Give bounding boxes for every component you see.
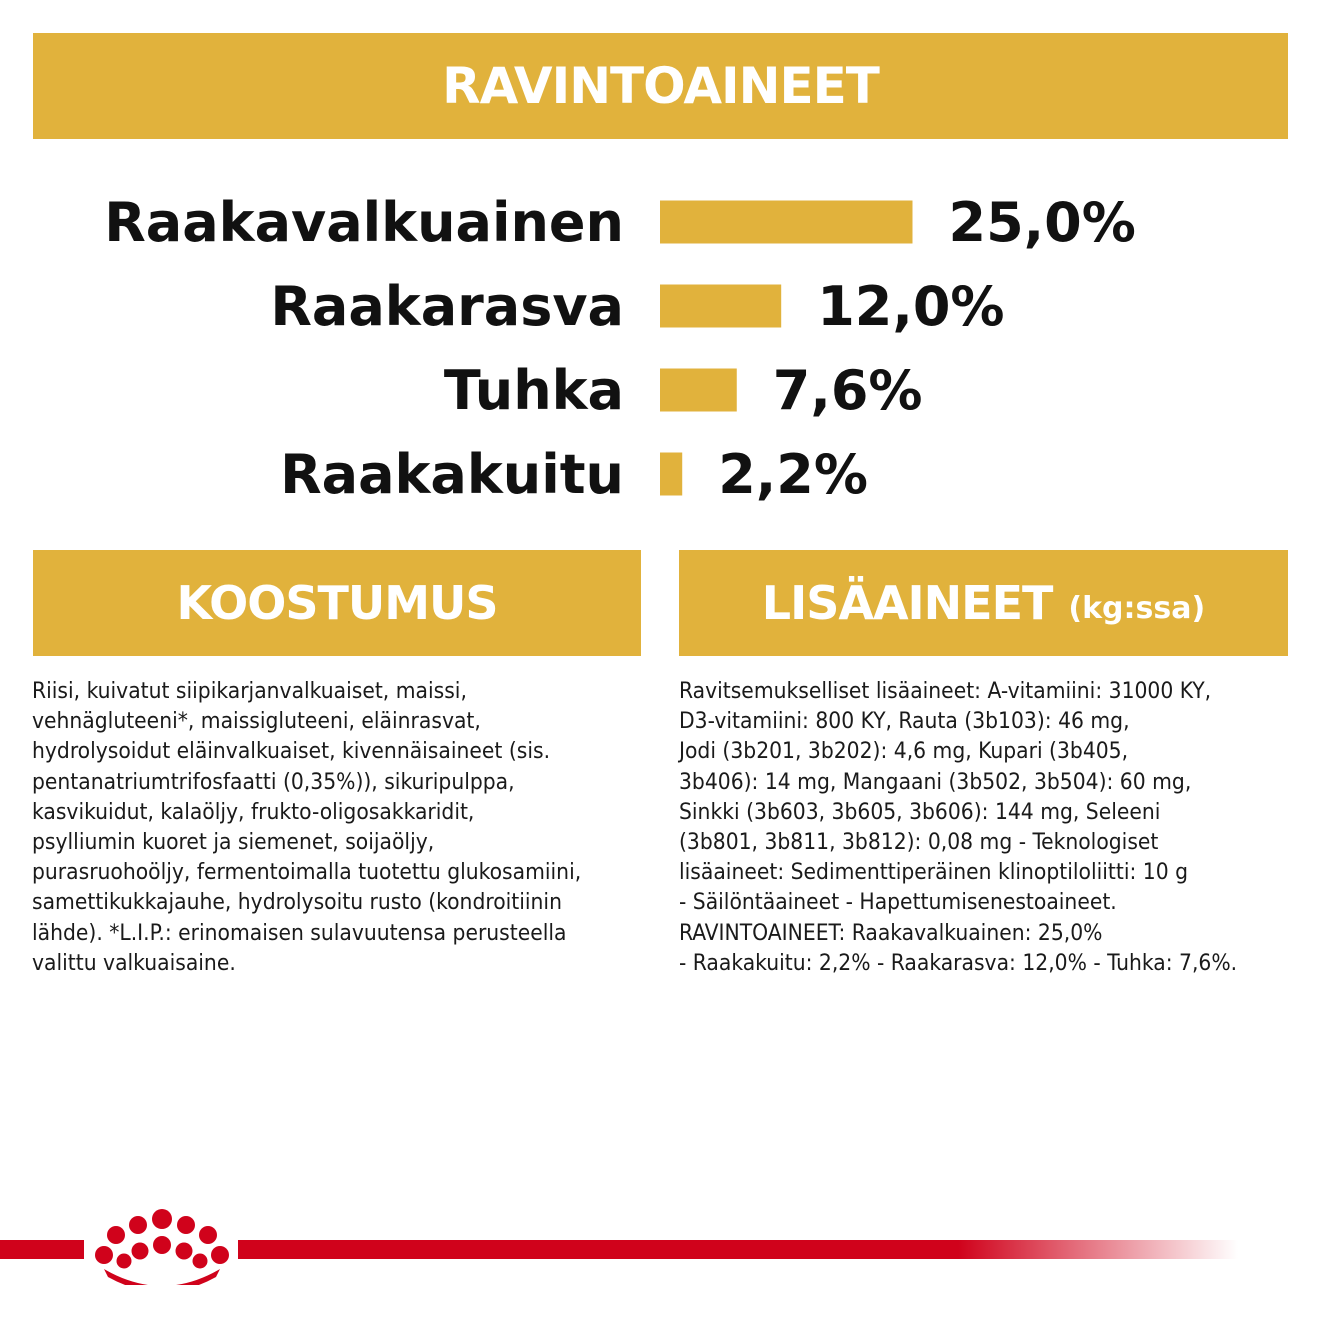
- value-label-tuhka: 7,6%: [772, 359, 923, 422]
- composition-line: kasvikuidut, kalaöljy, frukto-oligosakkaridit,: [32, 798, 475, 825]
- nutrients-banner: [33, 33, 1288, 139]
- bar-raakavalkuainen: [660, 201, 913, 244]
- composition-title: KOOSTUMUS: [176, 576, 498, 630]
- value-label-raakakuitu: 2,2%: [718, 443, 868, 506]
- additives-line: Jodi (3b201, 3b202): 4,6 mg, Kupari (3b405,: [679, 738, 1129, 765]
- composition-line: Riisi, kuivatut siipikarjanvalkuaiset, maissi,: [32, 678, 467, 704]
- additives-line: 3b406): 14 mg, Mangaani (3b502, 3b504): 60 mg,: [679, 768, 1192, 795]
- bar-tuhka: [660, 369, 737, 412]
- additives-text: [679, 676, 1294, 978]
- footer-red-line-left: [0, 1240, 84, 1259]
- composition-text: [32, 676, 647, 978]
- nutrients-title: RAVINTOAINEET: [442, 57, 879, 115]
- composition-line: pentanatriumtrifosfaatti (0,35%)), sikuripulppa,: [32, 768, 515, 795]
- additives-line: Sinkki (3b603, 3b605, 3b606): 144 mg, Seleeni: [679, 798, 1161, 825]
- additives-line: Ravitsemukselliset lisäaineet: A-vitamiini: 31000 KY,: [679, 678, 1212, 704]
- additives-line: - Raakakuitu: 2,2% - Raakarasva: 12,0% - Tuhka: 7,6%.: [679, 949, 1238, 976]
- composition-line: psylliumin kuoret ja siemenet, soijaöljy,: [32, 829, 435, 856]
- additives-banner: [679, 550, 1288, 656]
- additives-line: D3-vitamiini: 800 KY, Rauta (3b103): 46 mg,: [679, 708, 1130, 735]
- additives-line: (3b801, 3b811, 3b812): 0,08 mg - Teknologiset: [679, 829, 1159, 856]
- value-label-raakarasva: 12,0%: [817, 275, 1005, 338]
- category-label-raakavalkuainen: Raakavalkuainen: [104, 191, 624, 254]
- footer-red-line-right: [238, 1240, 1238, 1259]
- additives-line: - Säilöntäaineet - Hapettumisenestoaineet.: [679, 889, 1117, 916]
- additives-line: lisäaineet: Sedimenttiperäinen klinoptiloliitti: 10 g: [679, 859, 1189, 886]
- category-label-tuhka: Tuhka: [443, 359, 624, 422]
- composition-line: samettikukkajauhe, hydrolysoitu rusto (kondroitiinin: [32, 889, 562, 916]
- composition-line: purasruohoöljy, fermentoimalla tuotettu glukosamiini,: [32, 859, 582, 886]
- royal-canin-crown-icon: [92, 1207, 232, 1285]
- category-label-raakarasva: Raakarasva: [270, 275, 624, 338]
- additives-title: LISÄAINEET: [761, 576, 1053, 630]
- composition-line: hydrolysoidut eläinvalkuaiset, kivennäisaineet (sis.: [32, 738, 551, 765]
- category-label-raakakuitu: Raakakuitu: [280, 443, 624, 506]
- nutrient-bar-chart: [0, 170, 1320, 530]
- additives-title-suffix: (kg:ssa): [1068, 590, 1206, 626]
- composition-line: lähde). *L.I.P.: erinomaisen sulavuutensa perusteella: [32, 919, 567, 946]
- composition-banner: [33, 550, 641, 656]
- bar-raakarasva: [660, 285, 781, 328]
- composition-line: valittu valkuaisaine.: [32, 949, 236, 976]
- composition-line: vehnägluteeni*, maissigluteeni, eläinrasvat,: [32, 708, 481, 735]
- bar-raakakuitu: [660, 453, 682, 496]
- value-label-raakavalkuainen: 25,0%: [948, 191, 1136, 254]
- additives-line: RAVINTOAINEET: Raakavalkuainen: 25,0%: [679, 919, 1103, 946]
